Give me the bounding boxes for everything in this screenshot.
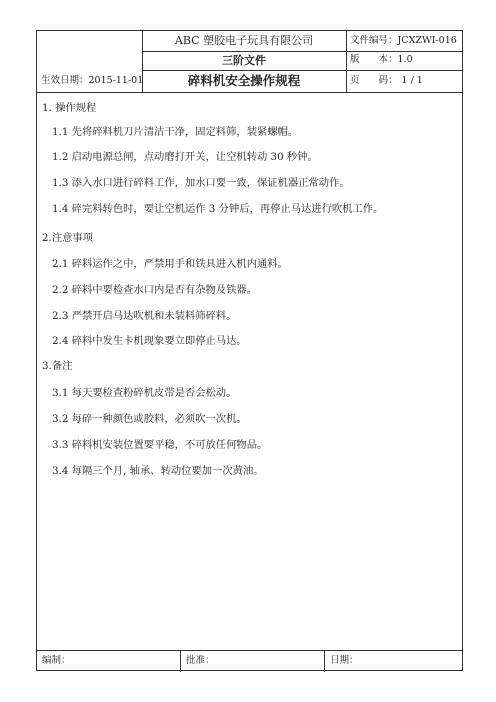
document-number: 文件编号：JCXZWI-016	[350, 35, 457, 46]
page-value: 1 / 1	[401, 75, 423, 86]
list-item: 3.1 每天要检查粉碎机皮带是否会松动。	[52, 387, 237, 399]
document-frame	[36, 30, 463, 671]
version-value: 1.0	[397, 54, 413, 65]
editor-field: 编制：	[42, 655, 71, 666]
header-rule-3	[37, 92, 462, 93]
list-item: 1.3 添入水口进行碎料工作，加水口要一致，保证机器正常动作。	[52, 177, 350, 189]
page-field	[350, 72, 423, 90]
footer-divider-2	[324, 650, 325, 672]
footer-divider-1	[180, 650, 181, 672]
list-item: 3.2 每碎一种颜色或胶料，必须吹一次机。	[52, 413, 247, 425]
document-tier: 三阶文件	[222, 54, 266, 67]
list-item: 1.1 先将碎料机刀片清洁干净，固定料筛，装紧螺帽。	[52, 126, 299, 138]
version-field	[350, 51, 413, 69]
page-label: 页 码：	[350, 75, 398, 86]
version-label: 版 本：	[350, 54, 398, 65]
list-item: 1.2 启动电源总闸，点动磨打开关，让空机转动 30 秒钟。	[52, 151, 318, 163]
list-item: 3.4 每隔三个月, 轴承、转动位要加一次黄油。	[52, 465, 264, 477]
list-item: 3.3 碎料机安装位置要平稳，不可放任何物品。	[52, 439, 268, 451]
list-item: 2.4 碎料中发生卡机现象要立即停止马达。	[52, 335, 247, 347]
date-field: 日期：	[330, 655, 359, 666]
section-heading: 1. 操作规程	[42, 102, 97, 114]
company-name: ABC 塑胶电子玩具有限公司	[174, 34, 314, 47]
list-item: 2.3 严禁开启马达吹机和未装料筛碎料。	[52, 310, 237, 322]
section-heading: 3.备注	[42, 360, 73, 372]
list-item: 2.2 碎料中要检查水口内是否有杂物及铁器。	[52, 284, 257, 296]
list-item: 2.1 碎料运作之中，严禁用手和铁具进入机内通料。	[52, 258, 288, 270]
effective-date: 生效日期：2015-11-01	[41, 75, 144, 86]
approver-field: 批准：	[186, 655, 215, 666]
document-title: 碎料机安全操作规程	[187, 73, 301, 88]
section-heading: 2.注意事项	[42, 232, 94, 244]
header-divider-right	[346, 31, 347, 92]
list-item: 1.4 碎完料转色时，要让空机运作 3 分钟后，再停止马达进行吹机工作。	[52, 203, 384, 215]
footer-rule	[37, 650, 462, 651]
